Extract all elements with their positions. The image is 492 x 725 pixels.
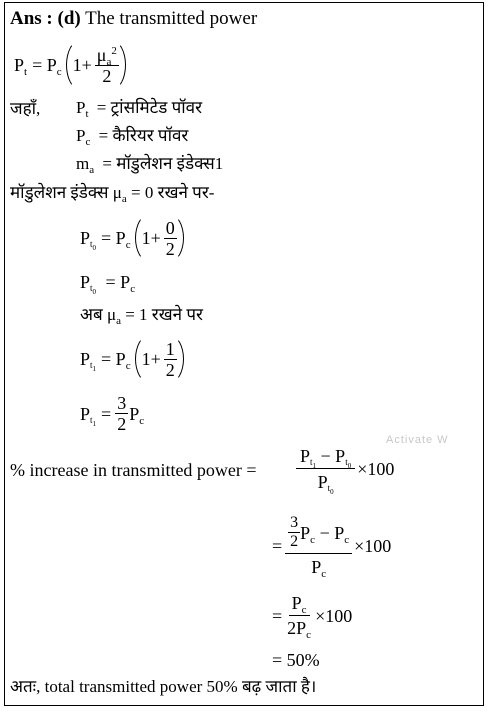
case-zero-intro: मॉडुलेशन इंडेक्स $\mu_a = 0$ रखने पर-	[10, 183, 215, 205]
formula-fraction-num: $\mu_a^2$	[96, 44, 117, 68]
case-zero-eq2: $Pt_0 = P_c$	[80, 272, 136, 296]
def-ma: $m_a$ = मॉडुलेशन इंडेक्स1	[76, 154, 224, 176]
formula-paren	[66, 40, 126, 90]
formula-fraction	[95, 46, 119, 85]
answer-line	[10, 9, 257, 28]
step3: = $\frac{P_c}{2P_c}$ ×100	[272, 593, 353, 641]
increase-label: % increase in transmitted power =	[10, 460, 257, 480]
case-one-paren: 1+ $\frac{1}{2}$	[135, 335, 184, 383]
formula-eq: = $P_c$	[32, 55, 62, 78]
conclusion-text: अतः, total transmitted power 50% बढ़ जाता है।	[10, 677, 317, 696]
answer-prefix: Ans : (d)	[10, 8, 81, 29]
case-one-intro: अब $\mu_a = 1$ रखने पर	[80, 305, 203, 327]
case-one-eq1: $Pt_1$ = $P_c$ 1+ $\frac{1}{2}$	[80, 335, 184, 383]
formula-fraction-den: 2	[102, 65, 112, 86]
case-zero-eq1: $Pt_0$ = $P_c$ 1+ $\frac{0}{2}$	[80, 214, 184, 262]
formula-one-plus: 1+	[72, 55, 92, 75]
result-value: = 50%	[272, 650, 320, 670]
answer-statement: The transmitted power	[80, 8, 258, 29]
def-pt: $P_t$ = ट्रांसमिटेड पॉवर	[76, 98, 203, 120]
formula-lhs: $P_t$	[14, 55, 28, 78]
formula-main	[14, 40, 126, 90]
increase-fraction: $\frac{Pt_1 - Pt_0}{Pt_0}$ ×100	[296, 447, 394, 491]
activate-watermark: Activate W	[386, 434, 449, 446]
case-one-eq2: $Pt_1$ = $\frac{3}{2}$ $P_c$	[80, 393, 145, 434]
def-pc: $P_c$ = कैरियर पॉवर	[76, 126, 189, 148]
step2: = $\frac{3}{2}$ $P_c - P_c$ $P_c$ ×100	[272, 514, 392, 580]
where-label: जहाँ,	[10, 99, 41, 118]
case-zero-paren: 1+ $\frac{0}{2}$	[135, 214, 184, 262]
